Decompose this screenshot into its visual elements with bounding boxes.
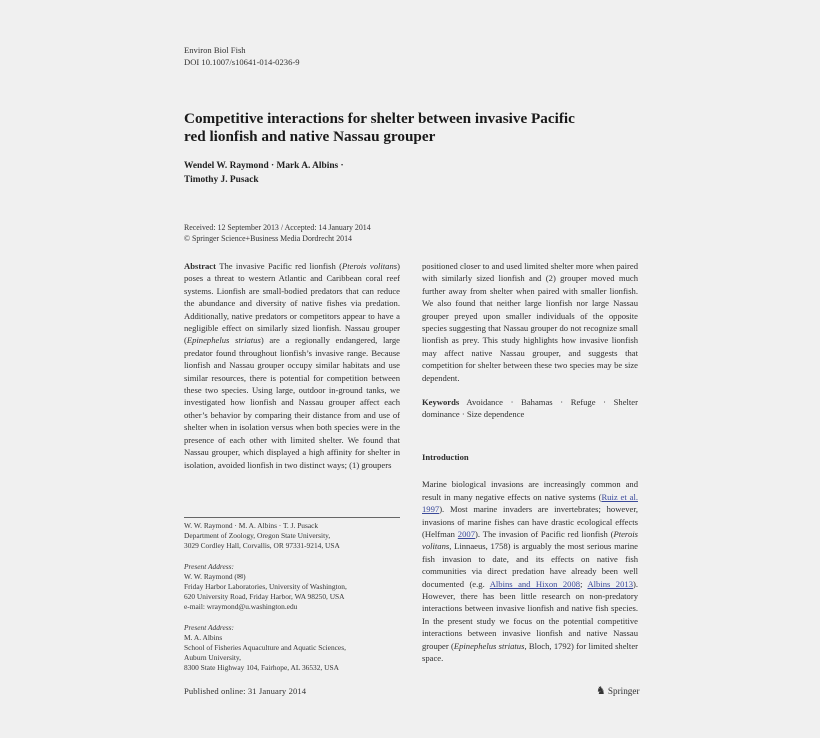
intro-text: , Bloch, 1792) for limited shelter space. [422, 640, 638, 663]
intro-text: ). However, there has been little research on non-predatory interactions between invasive lionfish and native fish species. In the present study we focus on the potential competitive interactions between invasive lionfish and native Nassau grouper ( [422, 578, 639, 651]
abstract-label: Abstract [184, 261, 216, 271]
journal-name: Environ Biol Fish [184, 45, 246, 55]
author-list [184, 159, 484, 187]
footnote-line: M. A. Albins [184, 632, 223, 642]
citation-link[interactable]: Albins 2013 [587, 578, 633, 589]
footnote-line: 3029 Cordley Hall, Corvallis, OR 97331-9214, USA [184, 541, 340, 551]
footnote-line: W. W. Raymond (✉) [184, 571, 246, 581]
citation-link[interactable]: Ruiz et al. 1997 [422, 491, 638, 515]
species-name: Pterois volitans [342, 261, 398, 271]
affiliations-footnote [184, 521, 400, 674]
doi: DOI 10.1007/s10641-014-0236-9 [184, 57, 300, 67]
introduction-body [422, 478, 638, 664]
authors-line-2: Timothy J. Pusack [184, 175, 259, 185]
footnote-line: 620 University Road, Friday Harbor, WA 98250, USA [184, 592, 345, 602]
abstract-text: ) poses a threat to western Atlantic and Caribbean coral reef systems. Lionfish are small-bodied predators that can reduce the abundance and diversity of native fishes via predation. Additionally, native predators or competitors appear to have a negligible effect on similarly sized lionfish. Nassau grouper ( [184, 261, 400, 346]
species-name: Epinephelus striatus [453, 640, 525, 651]
present-address-label: Present Address: [184, 622, 235, 632]
footnote-line: Auburn University, [184, 653, 241, 663]
intro-text: , Linnaeus, 1758) is arguably the most serious marine fish invasion to date, and its effects on native fish communities via direct predation have already been well documented (e.g. [422, 541, 638, 589]
springer-horse-icon: ♞ [596, 685, 606, 697]
intro-text: ; [580, 578, 588, 589]
footnote-line: School of Fisheries Aquaculture and Aquatic Sciences, [184, 643, 346, 653]
footnote-line: W. W. Raymond · M. A. Albins · T. J. Pusack [184, 521, 319, 530]
footnote-line: 8300 State Highway 104, Fairhope, AL 36532, USA [184, 663, 339, 673]
journal-header [184, 44, 300, 68]
abstract-column-left [184, 260, 400, 471]
citation-link[interactable]: Albins and Hixon 2008 [489, 578, 581, 589]
keywords [422, 396, 638, 421]
abstract-text: ) are a regionally endangered, large predator found throughout lionfish’s invasive range. Because lionfish and Nassau grouper occupy similar habitats and use similar resources, there is potential for competition between these two species. Using large, outdoor in-ground tanks, we investigated how lionfish and Nassau grouper affect each other’s behavior by comparing their distance from and use of shelter when in isolation versus when both species were in the presence of each other with limited shelter. We found that Nassau grouper, which displayed a high affinity for shelter in isolation, avoided lionfish in two distinct ways; (1) groupers [184, 335, 400, 470]
paper-page [160, 22, 660, 722]
publisher-logo [596, 684, 640, 697]
footnote-divider [184, 517, 400, 518]
abstract [184, 260, 400, 471]
title-line-1: Competitive interactions for shelter between invasive Pacific [184, 110, 575, 127]
keywords-label: Keywords [422, 397, 460, 408]
intro-text: Marine biological invasions are increasingly common and result in many negative effects on native systems ( [422, 479, 638, 502]
abstract-continued: positioned closer to and used limited shelter more when paired with similarly sized lionfish and (2) grouper moved much further away from shelter when paired with smaller lionfish. We also found that neither large lionfish nor large Nassau grouper preyed upon smaller individuals of the opposite species suggesting that Nassau grouper do not recognize small lionfish as prey. This study highlights how invasive lionfish may affect native Nassau grouper, and suggests that competition for shelter between these two species may be size dependent. [422, 261, 638, 383]
species-name: Pterois volitans [422, 528, 638, 552]
title-line-2: red lionfish and native Nassau grouper [184, 128, 436, 145]
paper-title [184, 110, 604, 146]
abstract-text: The invasive Pacific red lionfish ( [215, 261, 343, 271]
right-column [422, 260, 638, 664]
introduction-heading: Introduction [422, 451, 469, 462]
intro-text: ). The invasion of Pacific red lionfish ( [474, 528, 614, 539]
intro-text: ). Most marine invaders are invertebrates; however, invasions of marine fishes can have drastic ecological effects (Helfman [422, 504, 638, 539]
published-online: Published online: 31 January 2014 [184, 686, 307, 696]
present-address-label: Present Address: [184, 561, 235, 571]
publisher-name: Springer [607, 686, 640, 696]
received-accepted: Received: 12 September 2013 / Accepted: 14 January 2014 [184, 223, 371, 232]
authors-line-1: Wendel W. Raymond · Mark A. Albins · [184, 161, 344, 171]
article-dates [184, 222, 371, 244]
copyright: © Springer Science+Business Media Dordrecht 2014 [184, 234, 353, 243]
footnote-line: Department of Zoology, Oregon State University, [184, 531, 331, 541]
footnote-line: Friday Harbor Laboratories, University of Washington, [184, 582, 347, 592]
species-name: Epinephelus striatus [186, 335, 261, 346]
keywords-text: Avoidance · Bahamas · Refuge · Shelter dominance · Size dependence [422, 397, 638, 420]
citation-link[interactable]: 2007 [457, 528, 475, 539]
email[interactable]: e-mail: wraymond@u.washington.edu [184, 602, 298, 612]
